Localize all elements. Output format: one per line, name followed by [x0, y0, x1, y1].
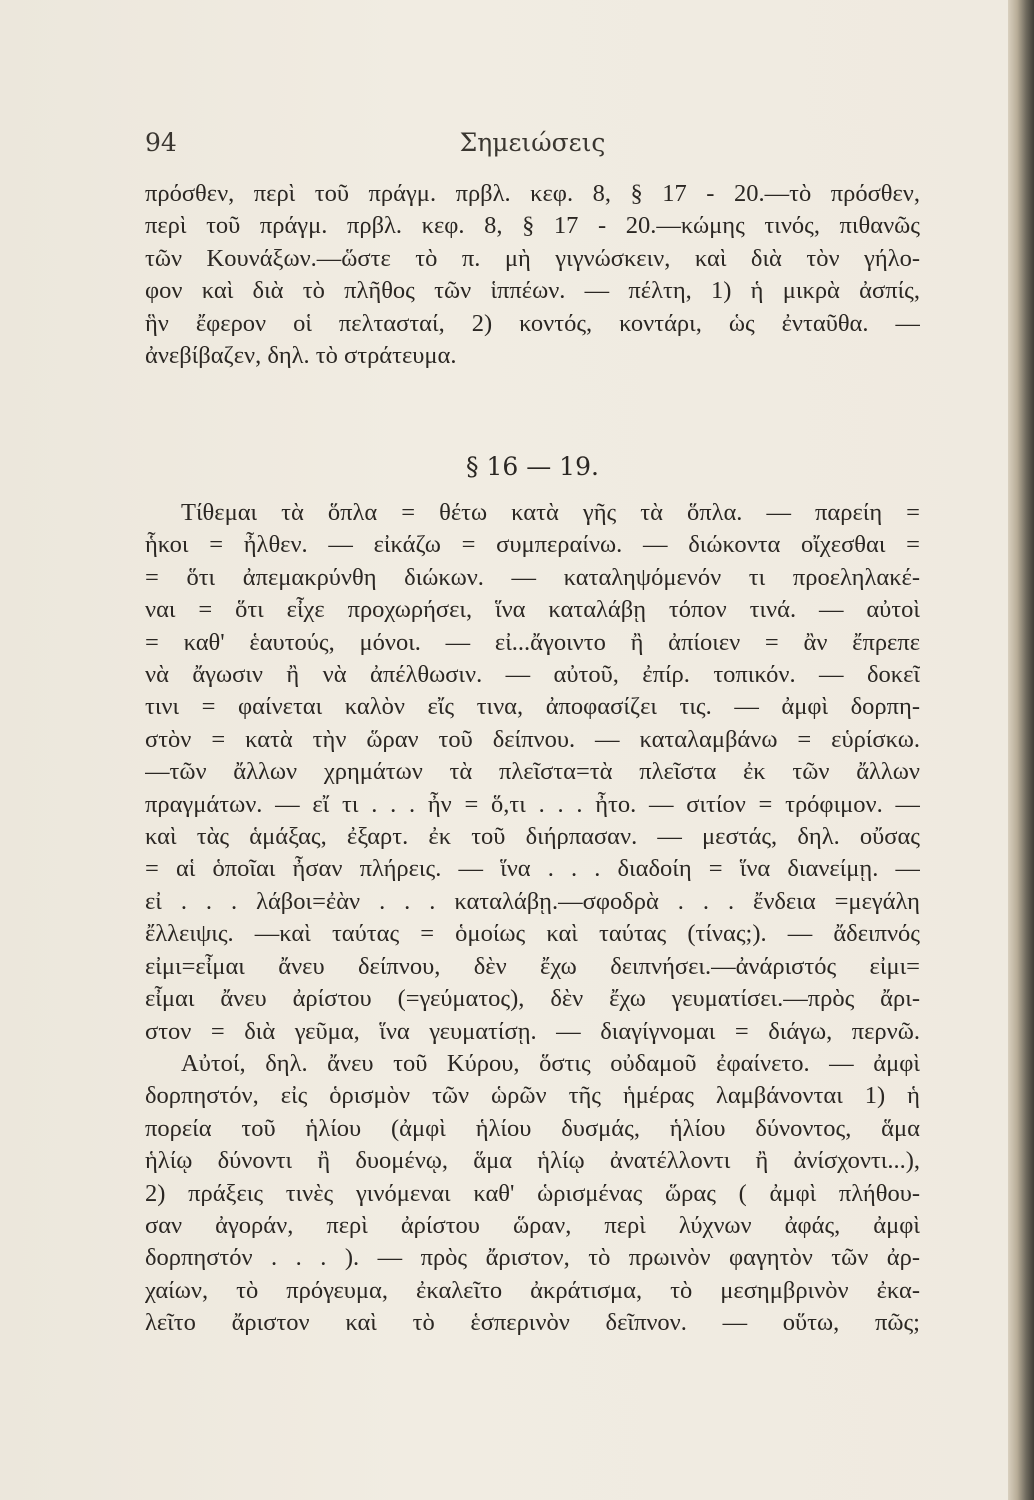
page-edge-shadow	[1008, 0, 1034, 1500]
text-line: Τίθεμαι τὰ ὅπλα = θέτω κατὰ γῆς τὰ ὅπλα. — παρείη =	[181, 499, 920, 526]
page-header	[145, 128, 920, 162]
text-line: ἡλίῳ δύνοντι ἢ δυομένῳ, ἅμα ἡλίῳ ἀνατέλλοντι ἢ ἀνίσχοντι...),	[145, 1147, 920, 1175]
notes-paragraph-1	[145, 178, 920, 372]
section-heading: § 16 — 19.	[466, 452, 599, 481]
notes-paragraph-2	[145, 497, 920, 1340]
text-line: Αὐτοί, δηλ. ἄνευ τοῦ Κύρου, ὅστις οὐδαμοῦ ἐφαίνετο. — ἀμφὶ	[181, 1049, 920, 1077]
text-line: τῶν Κουνάξων.—ὥστε τὸ π. μὴ γιγνώσκειν, καὶ διὰ τὸν γήλο-	[145, 244, 920, 272]
text-line: = αἱ ὁποῖαι ἦσαν πλήρεις. — ἵνα . . . διαδοίη = ἵνα διανείμῃ. —	[145, 855, 920, 883]
text-line: δορπηστόν, εἰς ὁρισμὸν τῶν ὡρῶν τῆς ἡμέρας λαμβάνονται 1) ἡ	[145, 1082, 920, 1110]
text-line: εἶμαι ἄνευ ἀρίστου (=γεύματος), δὲν ἔχω γευματίσει.—πρὸς ἄρι-	[145, 985, 920, 1013]
text-line: εἰ . . . λάβοι=ἐὰν . . . καταλάβῃ.—σφοδρὰ . . . ἔνδεια =μεγάλη	[145, 887, 920, 915]
text-line: ἣν ἔφερον οἱ πελτασταί, 2) κοντός, κοντάρι, ὡς ἐνταῦθα. —	[145, 309, 920, 337]
text-line: πραγμάτων. — εἴ τι . . . ἦν = ὅ,τι . . . ἦτο. — σιτίον = τρόφιμον. —	[145, 790, 920, 818]
text-line: περὶ τοῦ πράγμ. πρβλ. κεφ. 8, § 17 - 20.—κώμης τινός, πιθανῶς	[145, 212, 920, 240]
text-line: τινι = φαίνεται καλὸν εἴς τινα, ἀποφασίζει τις. — ἀμφὶ δορπη-	[145, 693, 920, 721]
text-line: ναι = ὅτι εἶχε προχωρήσει, ἵνα καταλάβῃ τόπον τινά. — αὐτοὶ	[145, 596, 920, 624]
running-title: Σημειώσεις	[459, 128, 606, 157]
text-line: πρόσθεν, περὶ τοῦ πράγμ. πρβλ. κεφ. 8, § 17 - 20.—τὸ πρόσθεν,	[145, 180, 920, 207]
text-line: 2) πράξεις τινὲς γινόμεναι καθ' ὡρισμένας ὥρας ( ἀμφὶ πλήθου-	[145, 1179, 920, 1207]
text-line: —τῶν ἄλλων χρημάτων τὰ πλεῖστα=τὰ πλεῖστα ἐκ τῶν ἄλλων	[145, 758, 920, 786]
text-line: ἔλλειψις. —καὶ ταύτας = ὁμοίως καὶ ταύτας (τίνας;). — ἄδειπνός	[145, 920, 920, 948]
text-line: σαν ἀγοράν, περὶ ἀρίστου ὥραν, περὶ λύχνων ἀφάς, ἀμφὶ	[145, 1211, 920, 1239]
text-line: φον καὶ διὰ τὸ πλῆθος τῶν ἱππέων. — πέλτη, 1) ἡ μικρὰ ἀσπίς,	[145, 277, 920, 305]
text-line: στον = διὰ γεῦμα, ἵνα γευματίσῃ. — διαγίγνομαι = διάγω, περνῶ.	[145, 1017, 920, 1045]
text-line: καὶ τὰς ἁμάξας, ἐξαρτ. ἐκ τοῦ διήρπασαν. — μεστάς, δηλ. οὔσας	[145, 823, 920, 851]
text-line: δορπηστόν . . . ). — πρὸς ἄριστον, τὸ πρωινὸν φαγητὸν τῶν ἀρ-	[145, 1244, 920, 1272]
text-line: ἀνεβίβαζεν, δηλ. τὸ στράτευμα.	[145, 342, 457, 370]
text-line: ἧκοι = ἦλθεν. — εἰκάζω = συμπεραίνω. — διώκοντα οἴχεσθαι =	[145, 531, 920, 559]
text-line: πορεία τοῦ ἡλίου (ἀμφὶ ἡλίου δυσμάς, ἡλίου δύνοντος, ἅμα	[145, 1114, 920, 1142]
page-number: 94	[145, 128, 177, 157]
text-line: = ὅτι ἀπεμακρύνθη διώκων. — καταληψόμενόν τι προεληλακέ-	[145, 563, 920, 591]
text-line: λεῖτο ἄριστον καὶ τὸ ἑσπερινὸν δεῖπνον. — οὕτω, πῶς;	[145, 1309, 920, 1337]
text-line: εἰμι=εἶμαι ἄνευ δείπνου, δὲν ἔχω δειπνήσει.—ἀνάριστός εἰμι=	[145, 952, 920, 980]
text-line: χαίων, τὸ πρόγευμα, ἐκαλεῖτο ἀκράτισμα, τὸ μεσημβρινὸν ἐκα-	[145, 1276, 920, 1304]
text-line: = καθ' ἑαυτούς, μόνοι. — εἰ...ἄγοιντο ἢ ἀπίοιεν = ἂν ἔπρεπε	[145, 628, 920, 656]
text-line: στὸν = κατὰ τὴν ὥραν τοῦ δείπνου. — καταλαμβάνω = εὑρίσκω.	[145, 725, 920, 753]
text-line: νὰ ἄγωσιν ἢ νὰ ἀπέλθωσιν. — αὐτοῦ, ἐπίρ. τοπικόν. — δοκεῖ	[145, 661, 920, 689]
